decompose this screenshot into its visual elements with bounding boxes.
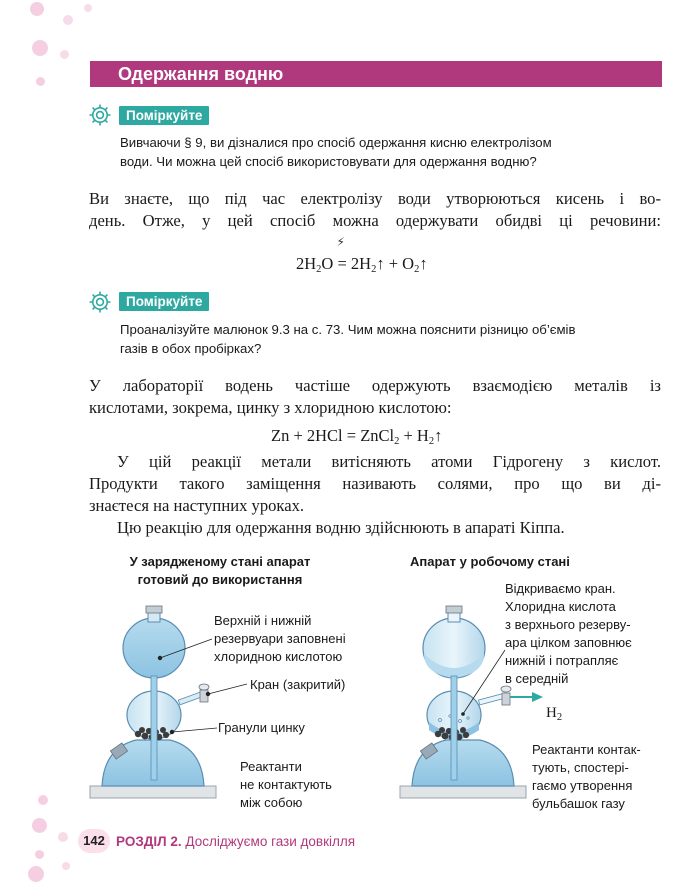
gear-icon	[88, 290, 112, 314]
paragraph-laboratory: У лабораторії водень частіше одержують взаємодією металів із кислотами, зокрема, цинку з хлоридною кислотою:	[89, 376, 661, 417]
equation-zinc-hcl: Zn + 2HCl = ZnCl$_2$ + $H_2↑$	[271, 426, 443, 447]
gas-label-h2: $H_2$	[546, 705, 563, 723]
think-badge: Поміркуйте	[119, 292, 209, 311]
note-tap-closed: Кран (закритий)	[250, 677, 346, 692]
think-question-2: Проаналізуйте малюнок 9.3 на с. 73. Чим можна пояснити різницю об’ємів газів в обох пробірках?	[120, 322, 576, 356]
paragraph-substitution: У цій реакції метали витісняють атоми Гідрогену з кислот. Продукти такого заміщення називають солями, про що ви ді- знаєтеся на наступних уроках. Цю реакцію для одержання водню здійснюють в апараті Кіппа.	[89, 452, 661, 537]
think-badge: Поміркуйте	[119, 106, 209, 125]
leader-line-right	[457, 648, 507, 718]
figure-caption-right: Апарат у робочому стані	[410, 554, 570, 569]
footer-chapter: РОЗДІЛ 2. Досліджуємо гази довкілля	[116, 834, 356, 849]
think-question-1: Вивчаючи § 9, ви дізналися про спосіб одержання кисню електролізом води. Чи можна цей спосіб використовувати для одержання водню?	[120, 135, 552, 169]
leader-lines-left	[150, 628, 250, 740]
lightning-icon: ⚡	[336, 235, 345, 249]
page-number: 142	[78, 829, 110, 853]
figure-caption-left: У зарядженому стані апарат готовий до використання	[129, 554, 311, 587]
note-reactants-contact: Реактанти контак- тують, спостері- гаємо утворення бульбашок газу	[532, 742, 641, 811]
note-zinc-granules: Гранули цинку	[218, 720, 305, 735]
note-reactants-separate: Реактанти не контактують між собою	[240, 759, 332, 810]
equation-electrolysis: $2H_2O$ ⚡ = $2H_2↑$ + $O_2↑$	[296, 254, 428, 280]
note-open-tap: Відкриваємо кран. Хлоридна кислота з верхнього резерву- ара цілком заповнює нижній і потрапляє в середній	[505, 581, 632, 686]
section-title: Одержання водню	[118, 64, 284, 84]
gear-icon	[88, 103, 112, 127]
note-reservoirs-filled: Верхній і нижній резервуари заповнені хлоридною кислотою	[214, 613, 346, 664]
paragraph-electrolysis: Ви знаєте, що під час електролізу води утворюються кисень і во- день. Отже, у цей спосіб можна одержувати обидві ці речовини:	[89, 189, 661, 230]
